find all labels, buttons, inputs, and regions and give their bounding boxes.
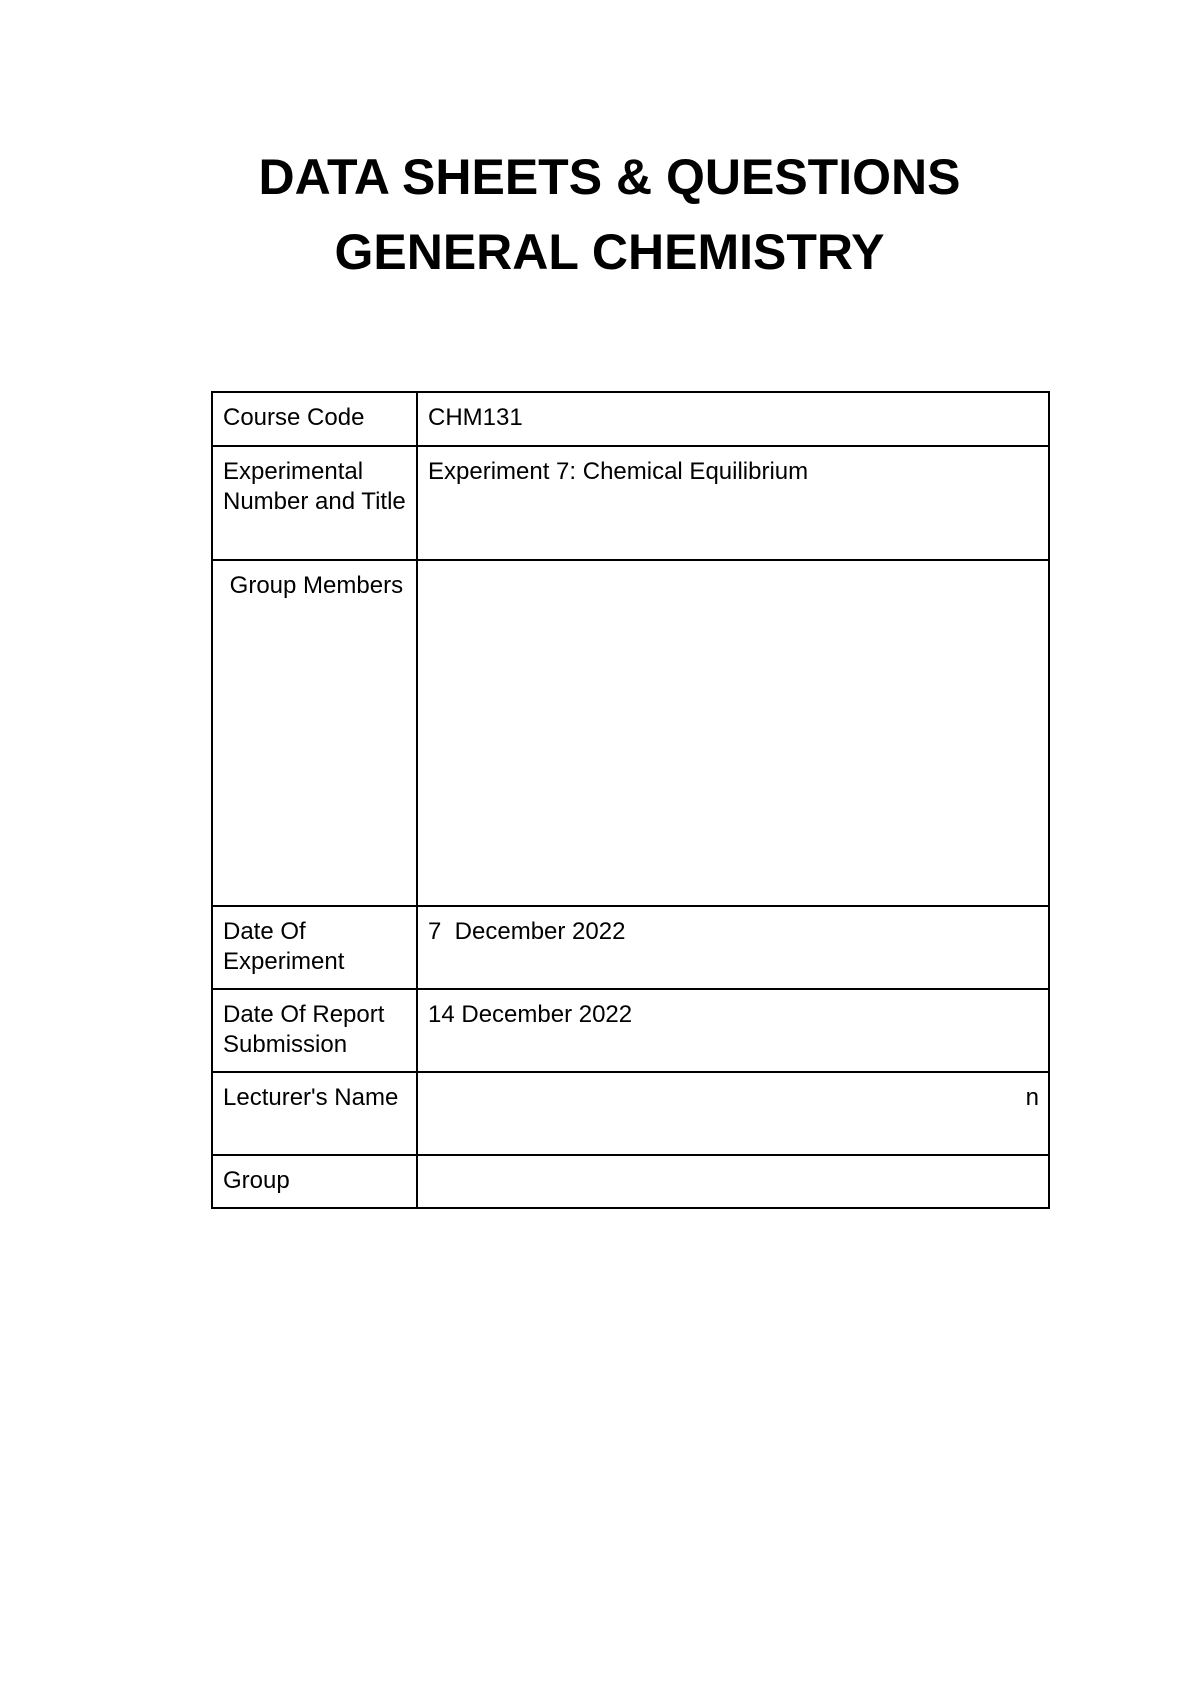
title-line-1: DATA SHEETS & QUESTIONS [258, 149, 961, 205]
date-of-experiment-value: 7 December 2022 [417, 906, 1049, 989]
table-row-lecturer [212, 1072, 1049, 1155]
date-of-submission-label: Date Of Report Submission [212, 989, 417, 1072]
course-code-label: Course Code [212, 392, 417, 446]
table-row-date-of-experiment [212, 906, 1049, 989]
table-row-group [212, 1155, 1049, 1208]
table-row-experiment [212, 446, 1049, 560]
experiment-value: Experiment 7: Chemical Equilibrium [417, 446, 1049, 560]
document-title [0, 140, 1200, 290]
table-row-course-code [212, 392, 1049, 446]
group-value [417, 1155, 1049, 1208]
experiment-label: Experimental Number and Title [212, 446, 417, 560]
table-row-group-members [212, 560, 1049, 906]
title-line-2: GENERAL CHEMISTRY [334, 224, 885, 280]
date-of-experiment-label: Date Of Experiment [212, 906, 417, 989]
group-members-value [417, 560, 1049, 906]
lecturer-name-cell [417, 1072, 1049, 1155]
table-row-date-of-submission [212, 989, 1049, 1072]
date-of-submission-value: 14 December 2022 [417, 989, 1049, 1072]
lecturer-name-label: Lecturer's Name [212, 1072, 417, 1155]
report-info-table [211, 391, 1050, 1209]
group-label: Group [212, 1155, 417, 1208]
group-members-label: Group Members [212, 560, 417, 906]
course-code-value: CHM131 [417, 392, 1049, 446]
lecturer-name-value: n [1025, 1084, 1039, 1111]
